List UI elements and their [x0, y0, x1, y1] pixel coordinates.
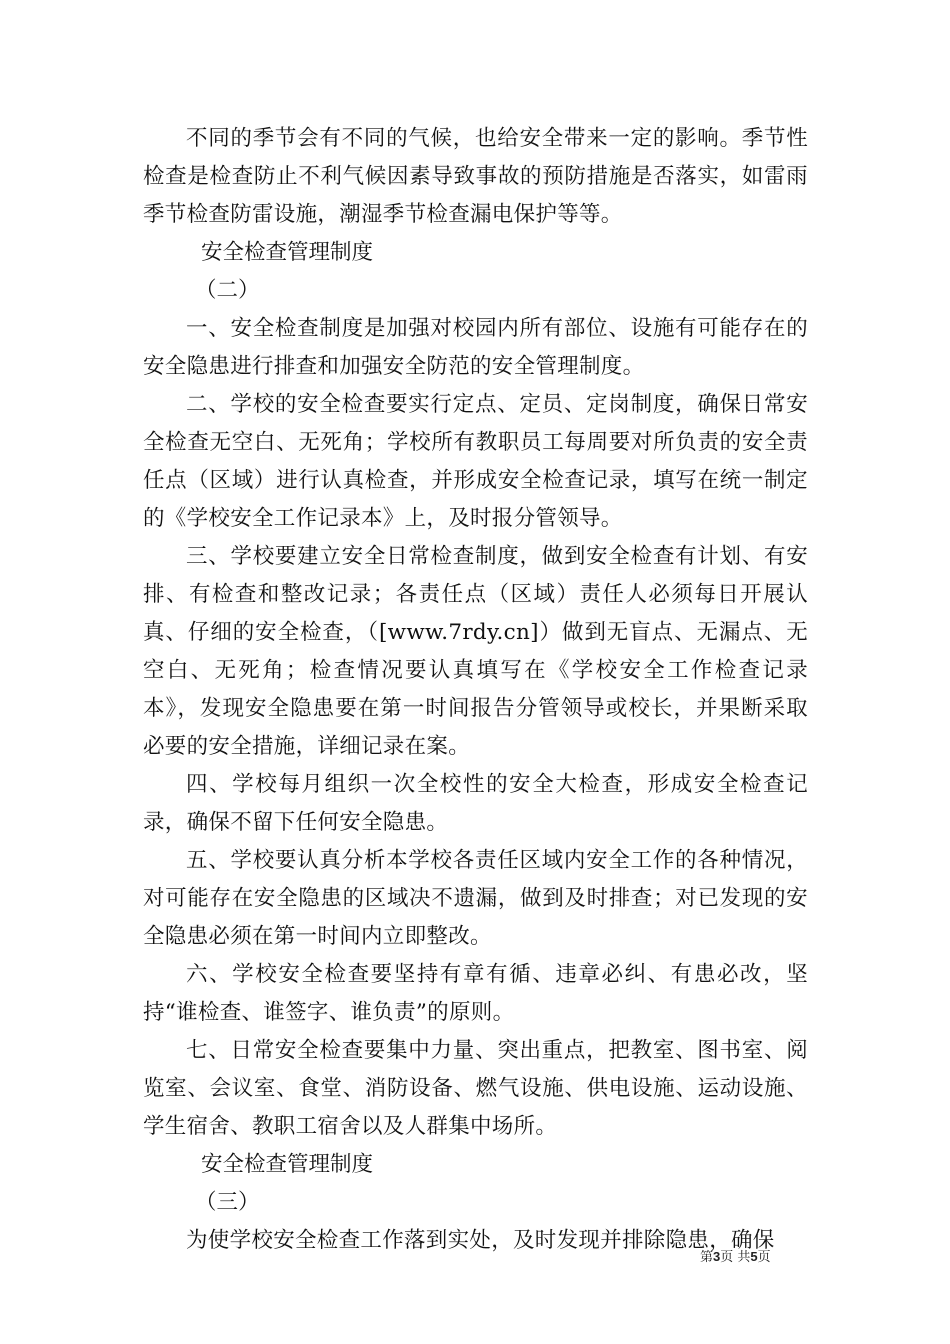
footer-middle: 页 共	[720, 1250, 751, 1265]
total-pages-number: 5	[750, 1249, 758, 1264]
section-number-2: （二）	[195, 278, 260, 303]
paragraph-item-5: 五、学校要认真分析本学校各责任区域内安全工作的各种情况，对可能存在安全隐患的区域决不遗漏，做到及时排查；对已发现的安全隐患必须在第一时间内立即整改。	[143, 848, 808, 949]
page-number-footer	[700, 1248, 771, 1267]
current-page-number: 3	[713, 1249, 721, 1264]
footer-suffix: 页	[757, 1250, 771, 1265]
paragraph-intro-3: 为使学校安全检查工作落到实处，及时发现并排除隐患，确保	[186, 1228, 775, 1253]
paragraph-seasonal-check: 不同的季节会有不同的气候，也给安全带来一定的影响。季节性检查是检查防止不利气候因素导致事故的预防措施是否落实，如雷雨季节检查防雷设施，潮湿季节检查漏电保护等等。	[143, 126, 808, 227]
section-number-3: （三）	[195, 1190, 260, 1215]
paragraph-item-3: 三、学校要建立安全日常检查制度，做到安全检查有计划、有安排、有检查和整改记录；各责任点（区域）责任人必须每日开展认真、仔细的安全检查，（[www.7rdy.cn]）做到无盲点、无漏点、无空白、无死角；检查情况要认真填写在《学校安全工作检查记录本》，发现安全隐患要在第一时间报告分管领导或校长，并果断采取必要的安全措施，详细记录在案。	[143, 544, 808, 759]
section-title-3: 安全检查管理制度	[201, 1152, 374, 1177]
section-title-2: 安全检查管理制度	[201, 240, 374, 265]
footer-prefix: 第	[700, 1250, 714, 1265]
document-body	[143, 120, 808, 1260]
paragraph-item-1: 一、安全检查制度是加强对校园内所有部位、设施有可能存在的安全隐患进行排查和加强安全防范的安全管理制度。	[143, 316, 808, 379]
paragraph-item-2: 二、学校的安全检查要实行定点、定员、定岗制度，确保日常安全检查无空白、无死角；学校所有教职员工每周要对所负责的安全责任点（区域）进行认真检查，并形成安全检查记录，填写在统一制定的《学校安全工作记录本》上，及时报分管领导。	[143, 392, 808, 531]
paragraph-item-6: 六、学校安全检查要坚持有章有循、违章必纠、有患必改，坚持“谁检查、谁签字、谁负责”的原则。	[143, 962, 808, 1025]
paragraph-item-4: 四、学校每月组织一次全校性的安全大检查，形成安全检查记录，确保不留下任何安全隐患。	[143, 772, 808, 835]
paragraph-item-7: 七、日常安全检查要集中力量、突出重点，把教室、图书室、阅览室、会议室、食堂、消防设备、燃气设施、供电设施、运动设施、学生宿舍、教职工宿舍以及人群集中场所。	[143, 1038, 808, 1139]
